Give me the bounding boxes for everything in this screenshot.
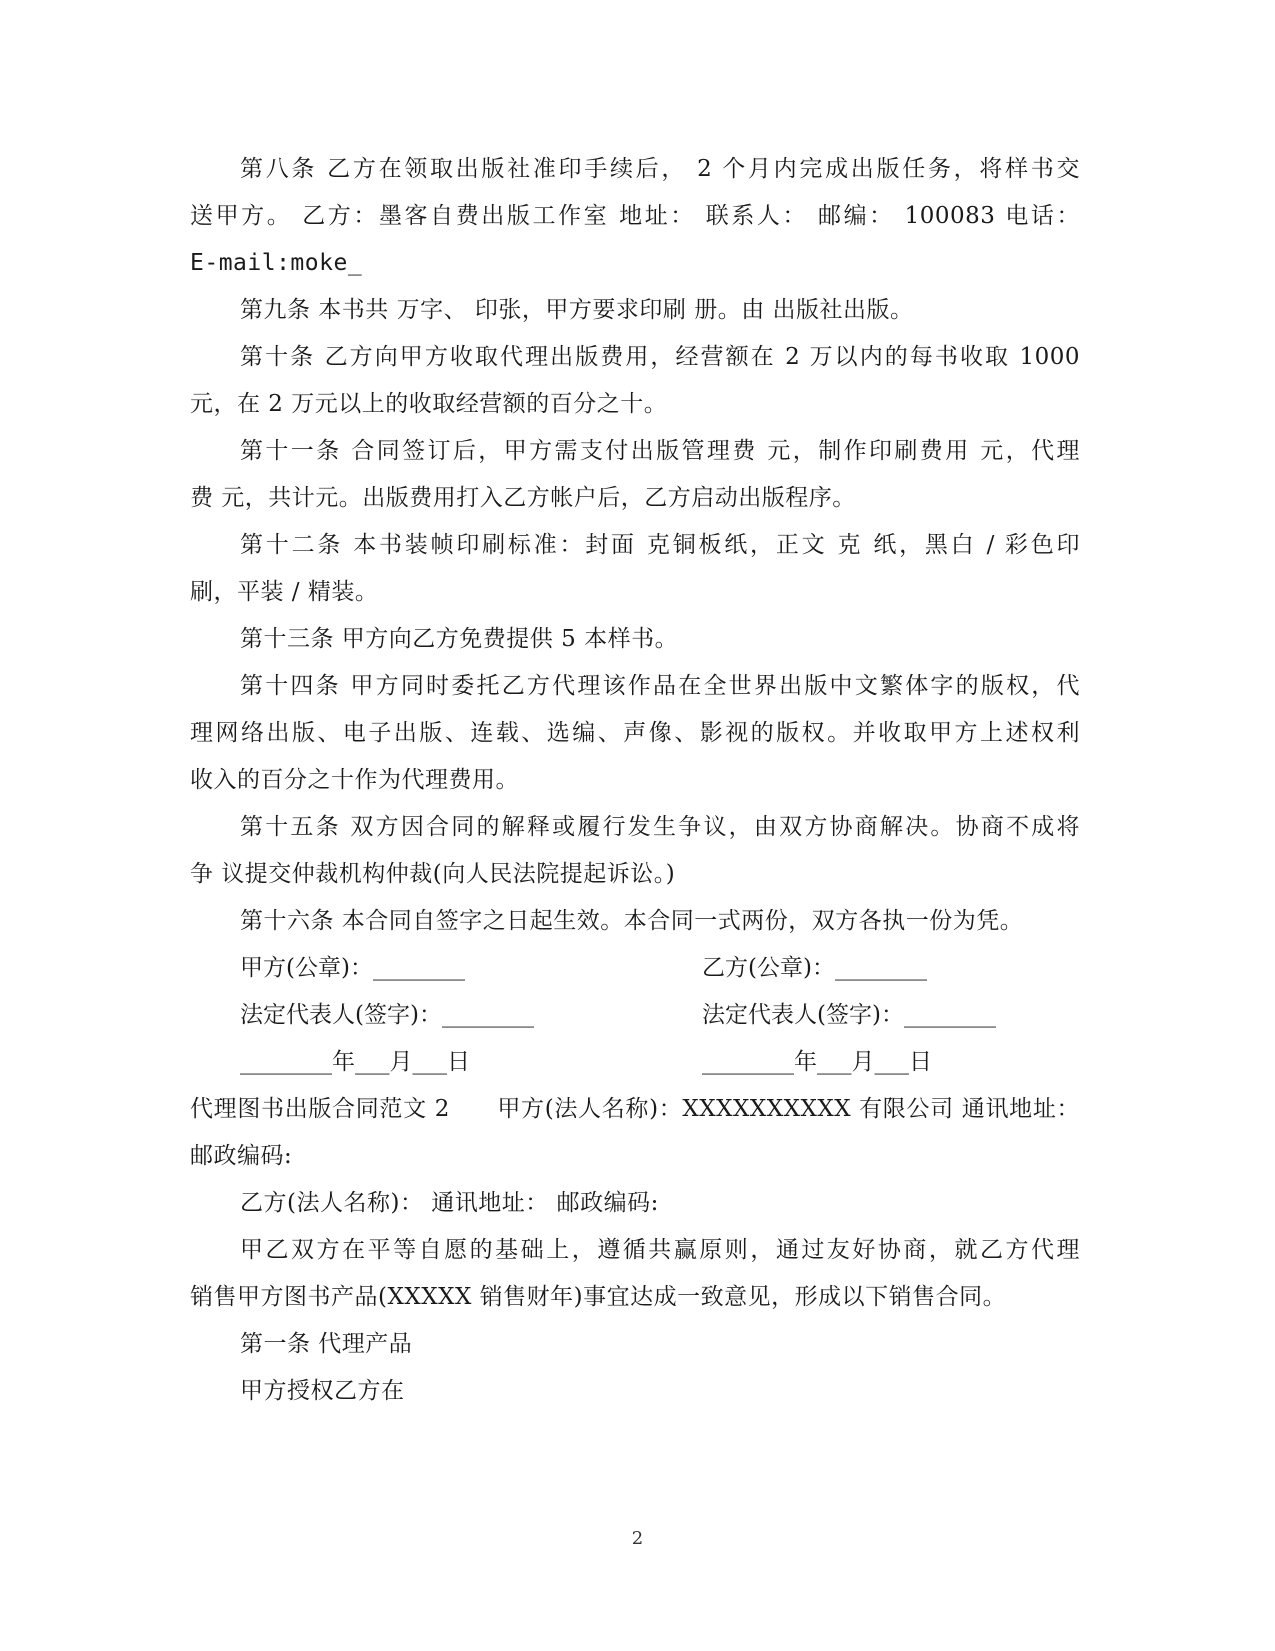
paragraph-line: 第十条 乙方向甲方收取代理出版费用，经营额在 2 万以内的每书收取 1000 bbox=[240, 344, 1080, 370]
paragraph-line: 销售甲方图书产品(XXXXX 销售财年)事宜达成一致意见，形成以下销售合同。 bbox=[190, 1284, 1007, 1310]
paragraph-line: 代理图书出版合同范文 2 甲方(法人名称)：XXXXXXXXXX 有限公司 通讯地址： bbox=[190, 1096, 1080, 1122]
party-a-date-field: ________年___月___日 bbox=[240, 1049, 470, 1075]
paragraph-line: 刷，平装 / 精装。 bbox=[190, 579, 379, 605]
paragraph-line: 第十一条 合同签订后，甲方需支付出版管理费 元，制作印刷费用 元，代理 bbox=[240, 438, 1080, 464]
paragraph-line: 第十三条 甲方向乙方免费提供 5 本样书。 bbox=[240, 626, 679, 652]
paragraph-line: 乙方(法人名称)： 通讯地址： 邮政编码: bbox=[240, 1190, 659, 1216]
party-a-seal-field: 甲方(公章)：________ bbox=[240, 955, 465, 981]
paragraph-line: 收入的百分之十作为代理费用。 bbox=[190, 767, 519, 793]
paragraph-line: 费 元，共计元。出版费用打入乙方帐户后，乙方启动出版程序。 bbox=[190, 485, 856, 511]
paragraph-line: 第九条 本书共 万字、 印张，甲方要求印刷 册。由 出版社出版。 bbox=[240, 297, 914, 323]
paragraph-line: 理网络出版、电子出版、连载、选编、声像、影视的版权。并收取甲方上述权利 bbox=[190, 720, 1080, 746]
paragraph-line: 元，在 2 万元以上的收取经营额的百分之十。 bbox=[190, 391, 668, 417]
page-number: 2 bbox=[631, 1528, 644, 1549]
party-a-representative-field: 法定代表人(签字)：________ bbox=[240, 1002, 534, 1028]
paragraph-line: 送甲方。 乙方：墨客自费出版工作室 地址： 联系人： 邮编： 100083 电话： bbox=[190, 203, 1080, 229]
paragraph-line: 争 议提交仲裁机构仲裁(向人民法院提起诉讼。) bbox=[190, 861, 676, 887]
paragraph-line: 第十五条 双方因合同的解释或履行发生争议，由双方协商解决。协商不成将 bbox=[240, 814, 1080, 840]
paragraph-line: 第十六条 本合同自签字之日起生效。本合同一式两份，双方各执一份为凭。 bbox=[240, 908, 1024, 934]
paragraph-line: 邮政编码: bbox=[190, 1143, 293, 1169]
paragraph-line: 第十四条 甲方同时委托乙方代理该作品在全世界出版中文繁体字的版权，代 bbox=[240, 673, 1080, 699]
paragraph-line: 第八条 乙方在领取出版社准印手续后， 2 个月内完成出版任务，将样书交 bbox=[240, 156, 1080, 182]
paragraph-line: 甲乙双方在平等自愿的基础上，遵循共赢原则，通过友好协商，就乙方代理 bbox=[240, 1237, 1080, 1263]
party-b-seal-field: 乙方(公章)：________ bbox=[702, 955, 927, 981]
paragraph-line: E-mail:moke_ bbox=[190, 250, 363, 276]
paragraph-line: 第十二条 本书装帧印刷标准：封面 克铜板纸，正文 克 纸，黑白 / 彩色印 bbox=[240, 532, 1080, 558]
section-heading: 第一条 代理产品 bbox=[240, 1331, 413, 1357]
party-b-date-field: ________年___月___日 bbox=[702, 1049, 932, 1075]
paragraph-line: 甲方授权乙方在 bbox=[240, 1378, 405, 1404]
party-b-representative-field: 法定代表人(签字)：________ bbox=[702, 1002, 996, 1028]
